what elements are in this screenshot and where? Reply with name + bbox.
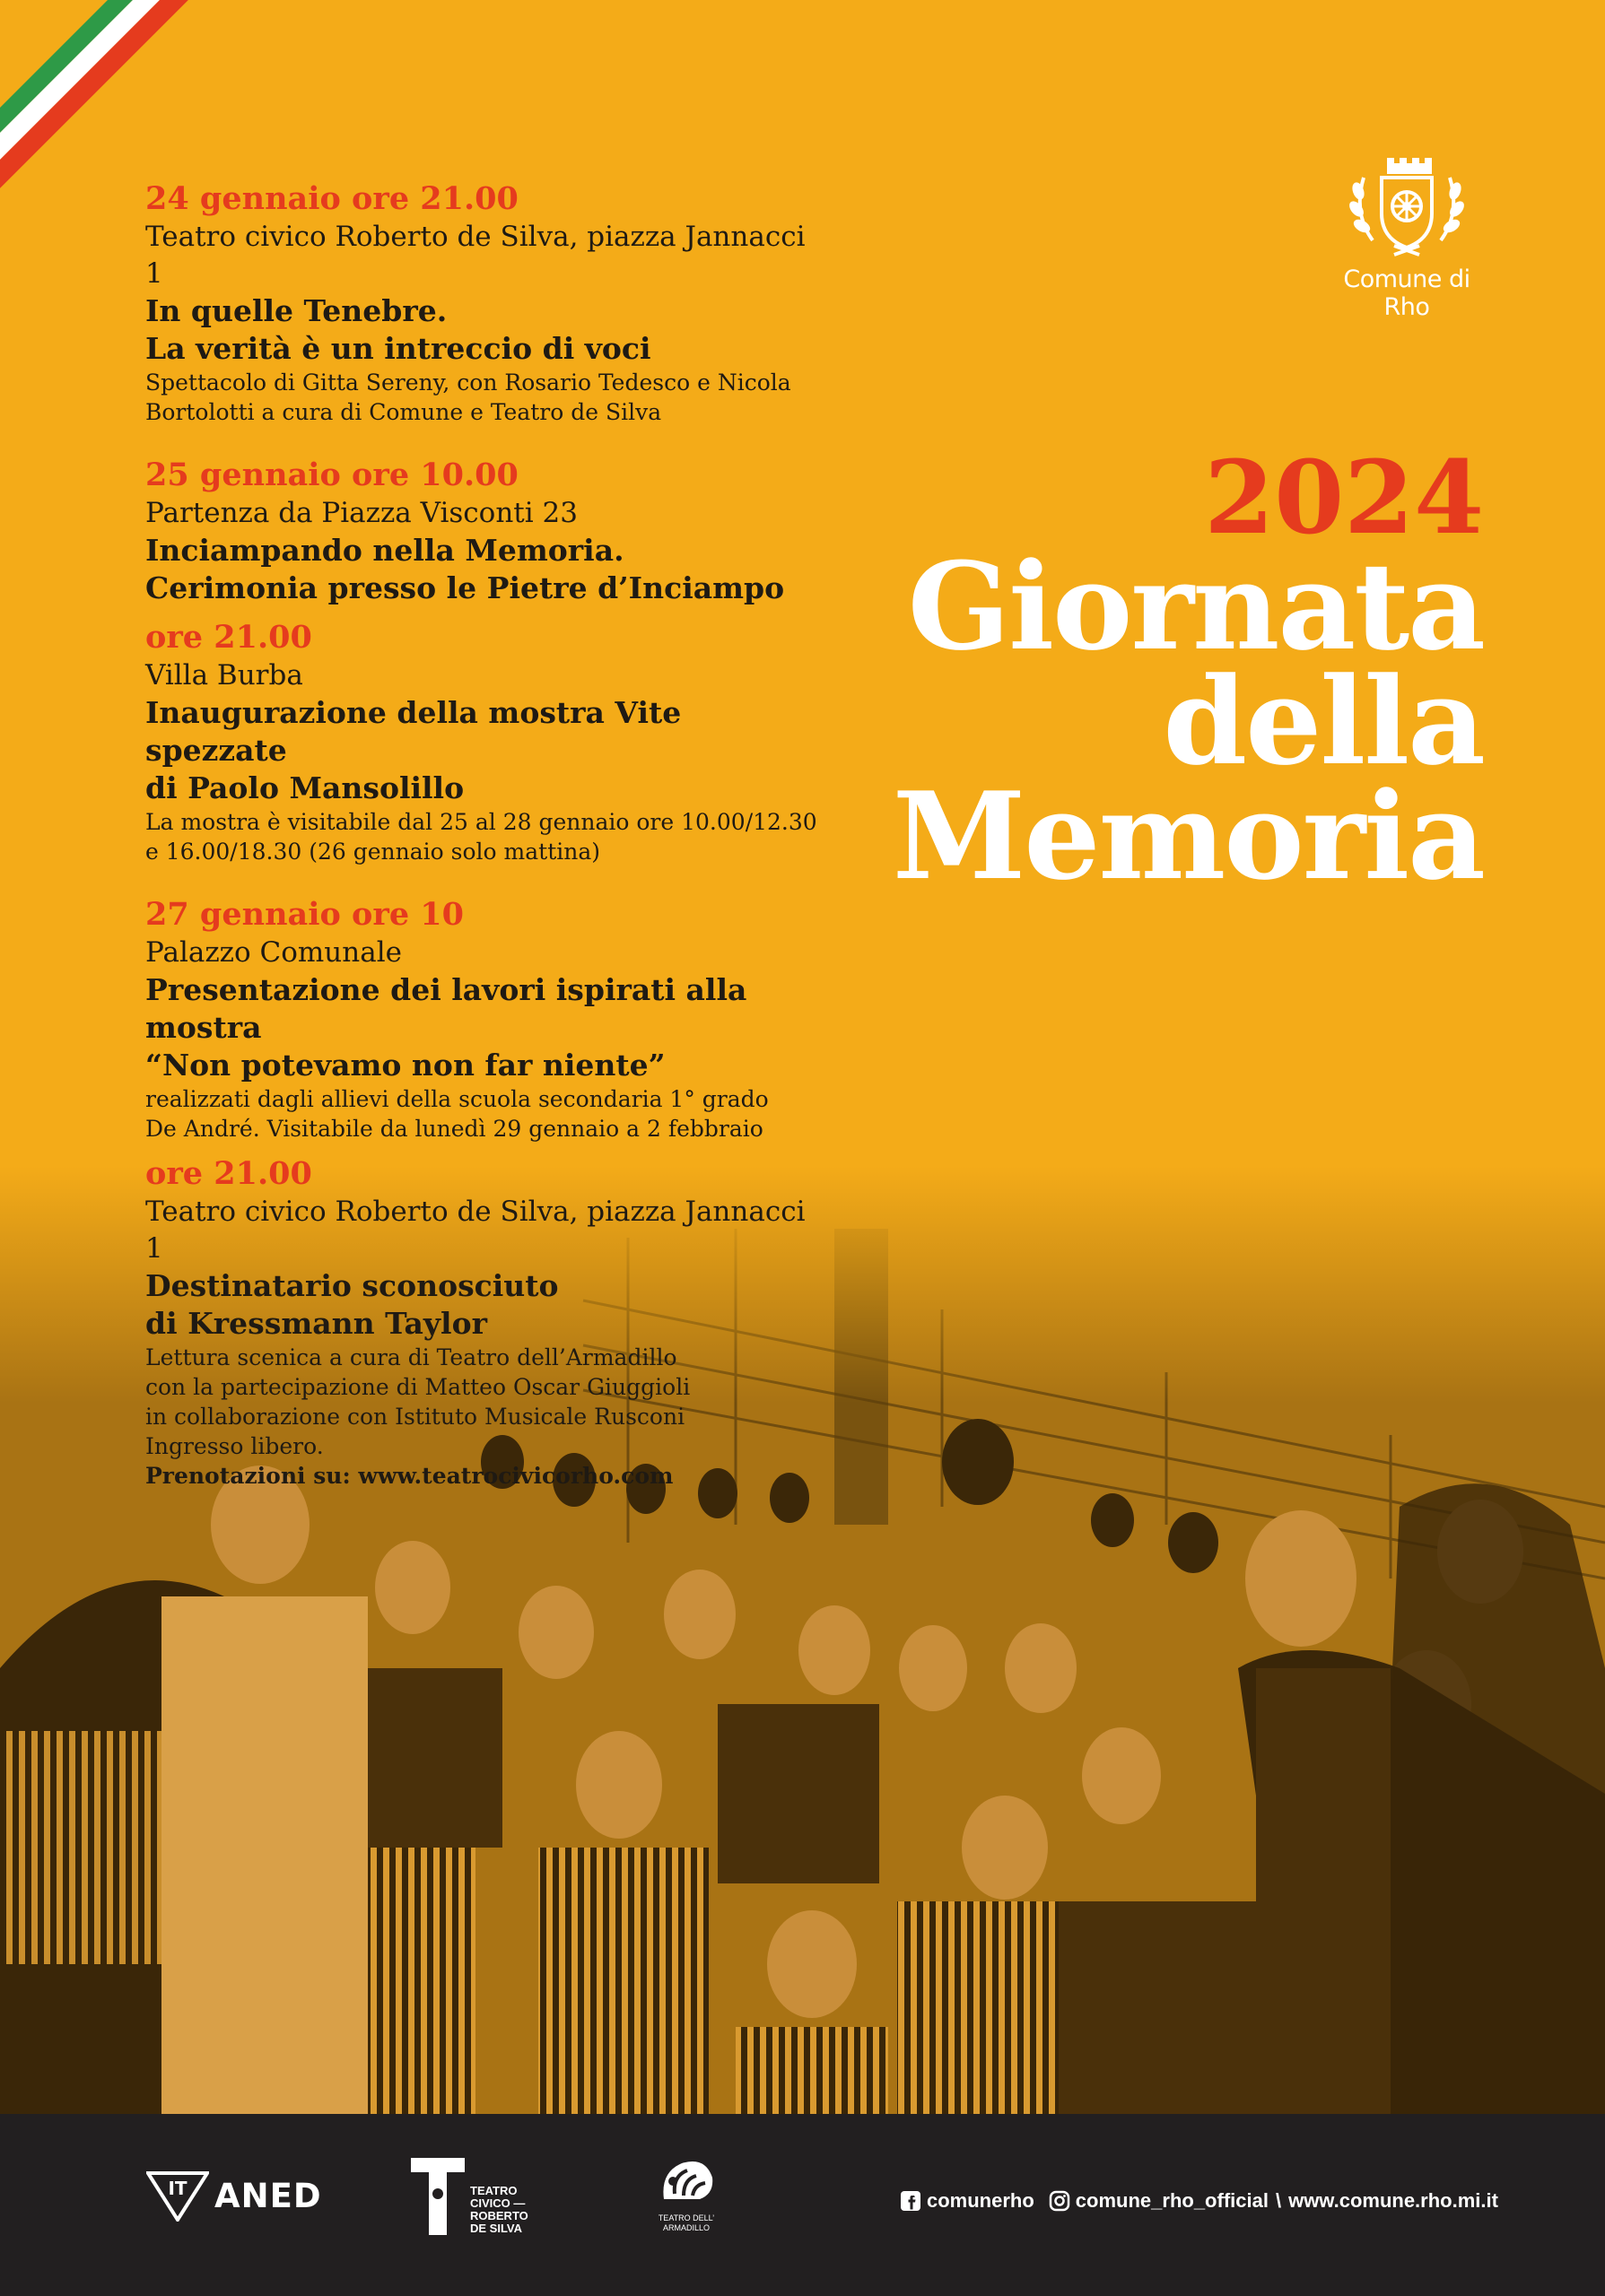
teatro-line: CIVICO — — [470, 2196, 526, 2210]
teatro-line: TEATRO — [470, 2184, 518, 2197]
event-title: Cerimonia presso le Pietre d’Inciampo — [145, 570, 785, 605]
event-title: di Kressmann Taylor — [145, 1306, 487, 1341]
social-links — [900, 2189, 1498, 2213]
separator: \ — [1275, 2189, 1282, 2212]
event-3 — [145, 618, 827, 866]
event-note: Bortolotti a cura di Comune e Teatro de Silva — [145, 399, 662, 425]
event-4 — [145, 895, 827, 1144]
teatro-t-icon — [411, 2158, 465, 2235]
logo-text: Comune di Rho — [1343, 265, 1470, 321]
armadillo-icon — [655, 2154, 718, 2210]
event-title: Inaugurazione della mostra Vite spezzate — [145, 695, 682, 768]
event-2 — [145, 456, 827, 607]
event-note: La mostra è visitabile dal 25 al 28 gennaio ore 10.00/12.30 — [145, 809, 817, 835]
instagram-icon[interactable] — [1049, 2190, 1070, 2212]
event-date: 24 gennaio ore 21.00 — [145, 180, 519, 217]
booking-link[interactable]: Prenotazioni su: www.teatrocivicorho.com — [145, 1463, 674, 1489]
event-date: 25 gennaio ore 10.00 — [145, 457, 519, 493]
event-title: di Paolo Mansolillo — [145, 770, 465, 805]
event-5 — [145, 1154, 827, 1491]
event-date: ore 21.00 — [145, 619, 312, 656]
event-date: ore 21.00 — [145, 1155, 312, 1192]
event-place: Palazzo Comunale — [145, 936, 402, 969]
armadillo-line: ARMADILLO — [662, 2223, 710, 2232]
event-program — [145, 179, 827, 1519]
event-note: e 16.00/18.30 (26 gennaio solo mattina) — [145, 839, 600, 865]
teatro-civico-logo — [411, 2154, 528, 2235]
teatro-line: DE SILVA — [470, 2222, 523, 2235]
event-place: Teatro civico Roberto de Silva, piazza Jannacci 1 — [145, 221, 806, 290]
event-place: Teatro civico Roberto de Silva, piazza Jannacci 1 — [145, 1196, 806, 1265]
event-title: In quelle Tenebre. — [145, 293, 448, 328]
comune-logo — [1317, 151, 1496, 321]
event-title: “Non potevamo non far niente” — [145, 1048, 666, 1083]
event-title: Presentazione dei lavori ispirati alla mostra — [145, 972, 747, 1045]
facebook-icon[interactable] — [900, 2190, 921, 2212]
footer — [0, 2114, 1605, 2296]
event-date: 27 gennaio ore 10 — [145, 896, 464, 933]
headline — [892, 439, 1484, 907]
event-note: De André. Visitabile da lunedì 29 gennaio a 2 febbraio — [145, 1116, 763, 1142]
headline-line: Memoria — [892, 765, 1484, 907]
aned-logo — [146, 2168, 322, 2223]
teatro-line: ROBERTO — [470, 2209, 528, 2222]
event-place: Partenza da Piazza Visconti 23 — [145, 497, 578, 529]
event-note: realizzati dagli allievi della scuola secondaria 1° grado — [145, 1086, 769, 1112]
event-place: Villa Burba — [145, 659, 303, 691]
instagram-handle[interactable]: comune_rho_official — [1075, 2189, 1269, 2212]
event-title: La verità è un intreccio di voci — [145, 331, 651, 366]
headline-line: della — [1163, 650, 1484, 792]
aned-prefix: IT — [168, 2178, 188, 2199]
aned-triangle-icon — [146, 2170, 209, 2222]
event-title: Inciampando nella Memoria. — [145, 533, 624, 568]
headline-year: 2024 — [1204, 439, 1484, 557]
event-note: in collaborazione con Istituto Musicale Rusconi — [145, 1404, 685, 1430]
event-note: Spettacolo di Gitta Sereny, con Rosario Tedesco e Nicola — [145, 370, 791, 396]
aned-text: ANED — [214, 2176, 322, 2215]
headline-line: Giornata — [907, 535, 1484, 677]
event-note: Ingresso libero. — [145, 1433, 324, 1459]
event-title: Destinatario sconosciuto — [145, 1268, 559, 1303]
armadillo-line: TEATRO DELL’ — [658, 2213, 715, 2222]
website-link[interactable]: www.comune.rho.mi.it — [1288, 2189, 1498, 2212]
event-1 — [145, 179, 827, 427]
facebook-handle[interactable]: comunerho — [927, 2189, 1034, 2212]
event-note: Lettura scenica a cura di Teatro dell’Armadillo — [145, 1344, 677, 1370]
coat-of-arms-icon — [1344, 151, 1470, 258]
event-note: con la partecipazione di Matteo Oscar Giuggioli — [145, 1374, 691, 1400]
armadillo-logo — [650, 2154, 722, 2233]
